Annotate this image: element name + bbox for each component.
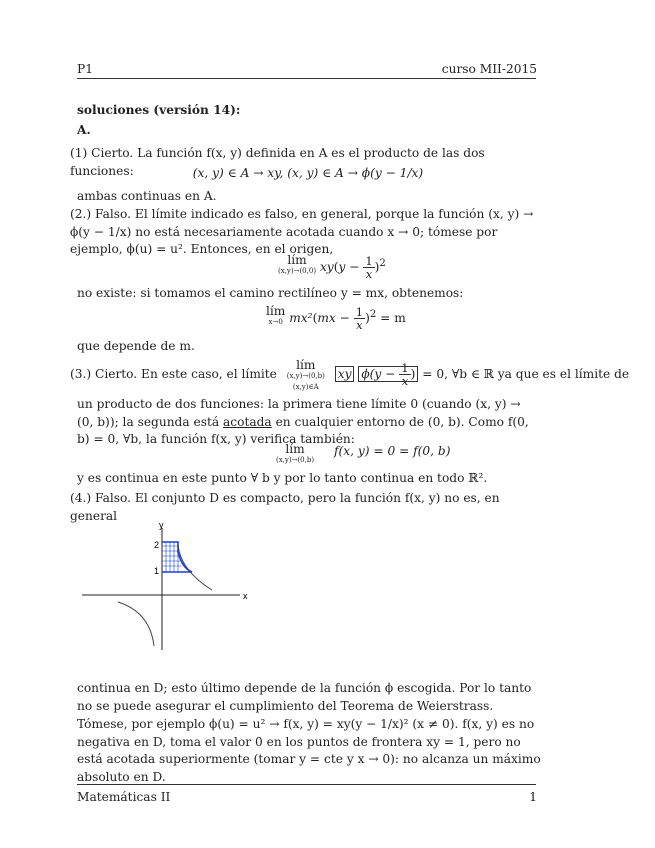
item3-tail: = 0, ∀b ∈ ℝ ya que es el límite de: [422, 367, 630, 381]
y-axis-label: y: [159, 520, 164, 530]
lim-expression: mx²: [289, 311, 313, 325]
boxed-factor-1: xy: [335, 366, 355, 382]
lim-operator: lím: [285, 442, 305, 456]
footer-rule: [77, 784, 536, 785]
lim-subscript: (x,y)→(0,0): [278, 267, 317, 275]
lim-result: = m: [380, 311, 406, 325]
solutions-heading: soluciones (versión 14):: [77, 103, 241, 117]
fraction-denominator: x: [356, 318, 363, 332]
item2-limit-2: lím x→0 mx²(mx − $\frac{1}{x}$ )$^2$ = m: [266, 304, 406, 332]
fraction-numerator: 1: [355, 305, 364, 319]
item2-middle: no existe: si tomamos el camino rectilíneo y = mx, obtenemos:: [77, 286, 464, 300]
item2-after: que depende de m.: [77, 339, 195, 353]
item1-formula: (x, y) ∈ A → xy, (x, y) ∈ A → ϕ(y − 1/x): [192, 166, 424, 180]
underlined-word: acotada: [223, 414, 272, 429]
lim-expression-inner: y −: [338, 260, 360, 274]
item3-limit: [276, 444, 450, 466]
item1-text: (1) Cierto. La función f(x, y) definida en A es el producto de las dos funciones:: [70, 146, 485, 178]
fraction-denominator: x: [401, 374, 409, 388]
lim-expression-inner: mx −: [317, 311, 350, 325]
lim-subscript-condition: (x,y)∈A: [292, 383, 319, 391]
item3-first-line: [70, 360, 629, 393]
lim-expression: f(x, y) = 0 = f(0, b): [333, 444, 451, 458]
lim-operator: lím: [296, 358, 316, 372]
exponent: 2: [379, 257, 386, 269]
y-tick-2: 2: [154, 540, 160, 550]
item2-text: (2.) Falso. El límite indicado es falso, en general, porque la función (x, y) → ϕ(y − 1/x) no está necesariamente acotada cuando x → 0; tómese por ejemplo, ϕ(u) = u². Entonces, en el origen,: [70, 207, 534, 256]
domain-graph: [78, 520, 248, 652]
section-label: A.: [77, 123, 91, 137]
lim-operator: lím: [266, 304, 286, 318]
lim-subscript: x→0: [268, 318, 283, 326]
item2-limit-1: lím (x,y)→(0,0) xy(y − $\frac{1}{x}$ )$^2$: [278, 253, 386, 281]
item4-para2: Tómese, por ejemplo ϕ(u) = u² → f(x, y) = xy(y − 1/x)² (x ≠ 0). f(x, y) es no negativa en D, toma el valor 0 en los puntos de frontera xy = 1, pero no está acotada superiormente (tomar y = cte y x → 0): no alcanza un máximo absoluto en D.: [77, 717, 541, 784]
fraction-numerator: 1: [401, 361, 409, 375]
x-axis-label: x: [243, 591, 248, 601]
item4-text: (4.) Falso. El conjunto D es compacto, pero la función f(x, y) no es, en general: [70, 491, 500, 523]
lim-subscript: (x,y)→(0,b): [276, 456, 315, 464]
header-right: curso MII-2015: [441, 62, 537, 76]
item3-after: y es continua en este punto ∀ b y por lo tanto continua en todo ℝ².: [77, 471, 488, 485]
fraction-numerator: 1: [365, 254, 373, 268]
item1-after: ambas continuas en A.: [77, 189, 217, 203]
exponent: 2: [369, 308, 377, 320]
page-number: 1: [529, 790, 537, 804]
hyperbola-branch-positive: [178, 544, 212, 590]
header-left: P1: [77, 62, 93, 76]
boxed-factor-2: ϕ(y − $\frac{1}{x}$ ): [358, 366, 418, 382]
lim-subscript: (x,y)→(0,b): [286, 372, 325, 380]
fraction-denominator: x: [365, 267, 373, 281]
y-tick-1: 1: [154, 566, 160, 576]
hyperbola-branch-negative: [118, 602, 154, 646]
header-rule: [77, 78, 536, 79]
region-d-boundary: [162, 542, 192, 572]
footer-left: Matemáticas II: [77, 790, 171, 804]
lim-expression: xy: [319, 260, 334, 274]
lim-operator: lím: [287, 253, 307, 267]
item3-lead: (3.) Cierto. En este caso, el límite: [70, 367, 277, 381]
item3-text: un producto de dos funciones: la primera tiene límite 0 (cuando (x, y) → (0, b)); la segunda está acotada en cualquier entorno de (0, b). Como f(0, b) = 0, ∀b, la función f(x, y) verifica también:: [77, 397, 529, 446]
item4-para1: continua en D; esto último depende de la función ϕ escogida. Por lo tanto no se puede asegurar el cumplimiento del Teorema de Weierstrass.: [77, 681, 532, 713]
